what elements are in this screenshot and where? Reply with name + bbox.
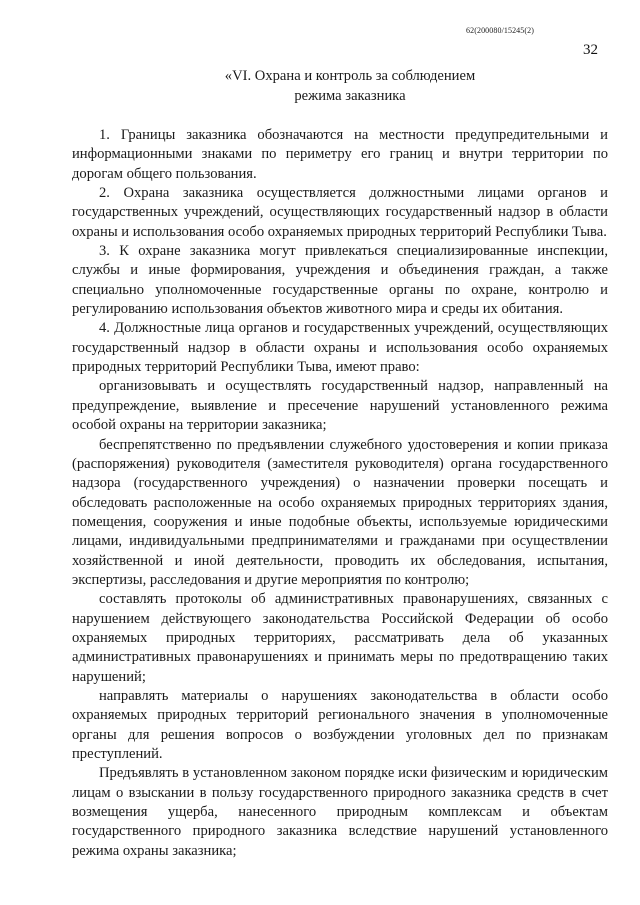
paragraph-8: направлять материалы о нарушениях законодательства в области особо охраняемых природных территорий регионального значения в уполномоченные органы для решения вопросов о возбуждении уголовных дел по признакам преступлений.: [72, 687, 608, 762]
paragraph-2: 2. Охрана заказника осуществляется должностными лицами органов и государственных учреждений, осуществляющих государственный надзор в области охраны и использования особо охраняемых природных территорий Республики Тыва.: [72, 185, 608, 240]
page-number: 32: [583, 42, 598, 58]
paragraph-4: 4. Должностные лица органов и государственных учреждений, осуществляющих государственный надзор в области охраны и использования особо охраняемых природных территорий Республики Тыва, имеют право:: [72, 320, 608, 376]
paragraph-1: 1. Границы заказника обозначаются на местности предупредительными и информационными знаками по периметру его границ и внутри территории по дорогам общего пользования.: [72, 127, 608, 182]
section-heading: [0, 66, 640, 106]
paragraph-5: организовывать и осуществлять государственный надзор, направленный на предупреждение, выявление и пресечение нарушений установленного режима особой охраны на территории заказника;: [72, 378, 608, 434]
document-body: [72, 126, 608, 861]
document-code: 62(200080/15245(2): [466, 26, 535, 35]
paragraph-3: 3. К охране заказника могут привлекаться специализированные инспекции, службы и иные формирования, учреждения и объединения граждан, а также специально уполномоченные государственные органы по охране, контролю и регулированию использования объектов животного мира и среды их обитания.: [72, 243, 608, 318]
section-heading-line-2: режима заказника: [294, 88, 406, 104]
paragraph-6: беспрепятственно по предъявлении служебного удостоверения и копии приказа (распоряжения) руководителя (заместителя руководителя) органа государственного надзора (государственного учреждения) о назначении проверки посещать и обследовать расположенные на особо охраняемых природных территориях здания, помещения, сооружения и иные подобные объекты, используемые юридическими лицами, индивидуальными предпринимателями и гражданами при осуществлении хозяйственной и иной деятельности, проводить их обследования, испытания, экспертизы, расследования и другие мероприятия по контролю;: [72, 436, 608, 588]
paragraph-7: составлять протоколы об административных правонарушениях, связанных с нарушением действующего законодательства Российской Федерации об особо охраняемых природных территориях, рассматривать дела об указанных административных правонарушениях и принимать меры по предотвращению таких нарушений;: [72, 591, 608, 685]
section-heading-line-1: «VI. Охрана и контроль за соблюдением: [224, 68, 476, 84]
paragraph-9: Предъявлять в установленном законом порядке иски физическим и юридическим лицам о взыскании в пользу государственного природного заказника средств в счет возмещения ущерба, нанесенного природным комплексам и объектам государственного природного заказника вследствие нарушений установленного режима охраны заказника;: [72, 765, 608, 859]
